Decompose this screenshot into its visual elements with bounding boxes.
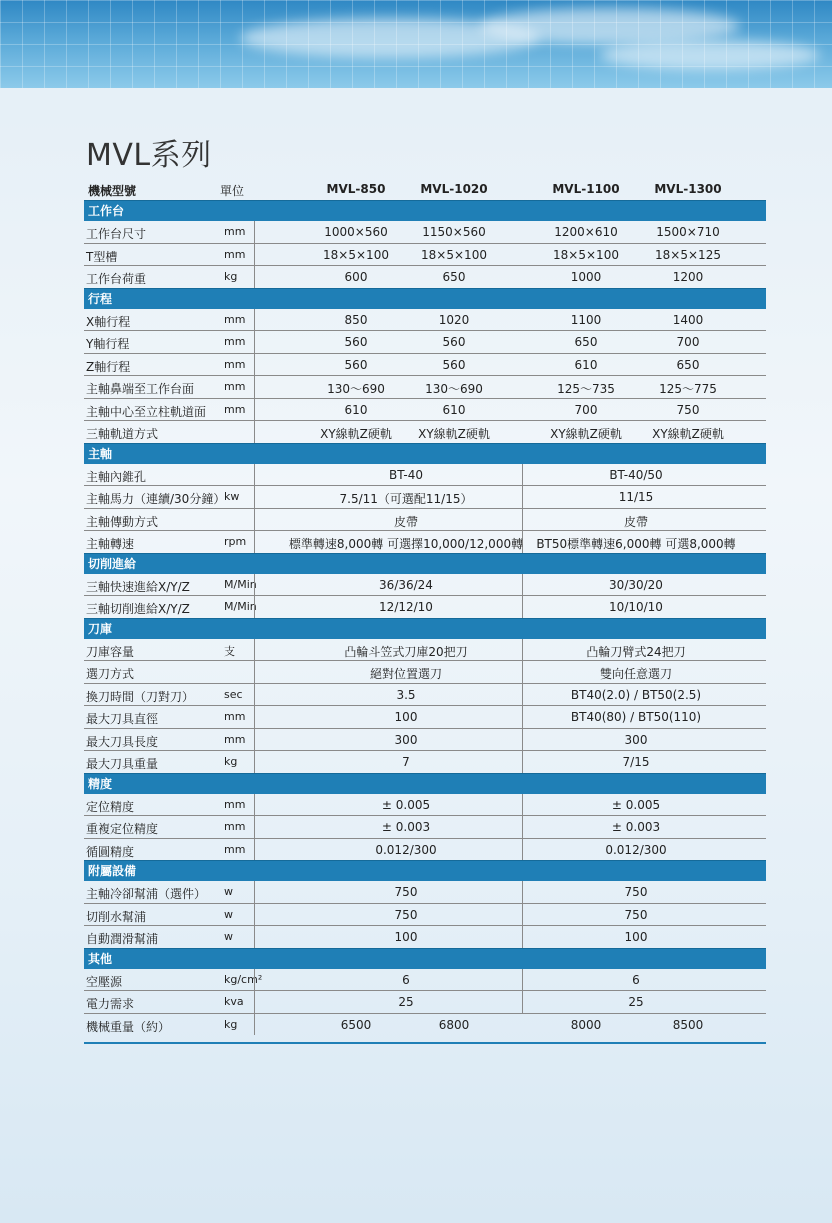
row-unit: w <box>224 907 233 921</box>
column-divider <box>522 706 523 728</box>
cloud-decoration <box>600 40 820 70</box>
row-unit: mm <box>224 247 246 261</box>
table-row <box>84 706 766 729</box>
column-divider <box>254 399 255 421</box>
row-value: 610 <box>574 357 598 372</box>
table-row <box>84 421 766 443</box>
row-value: 610 <box>344 402 368 417</box>
row-label: 定位精度 <box>86 799 135 814</box>
row-label: 重複定位精度 <box>86 822 159 836</box>
column-divider <box>522 661 523 683</box>
column-divider <box>254 816 255 838</box>
column-divider <box>522 839 523 861</box>
section-header: 刀庫 <box>84 618 766 639</box>
row-label: Y軸行程 <box>86 337 130 351</box>
row-unit: mm <box>224 335 246 348</box>
row-unit: kg/cm² <box>224 972 263 986</box>
table-row <box>84 221 766 244</box>
column-divider <box>254 969 255 991</box>
row-label: 主軸冷卻幫浦（選件） <box>86 887 207 901</box>
column-divider <box>522 464 523 486</box>
row-value: 凸輪刀臂式24把刀 <box>586 644 686 659</box>
header-model: MVL-1100 <box>552 182 620 196</box>
row-unit: kg <box>224 270 238 283</box>
row-label: X軸行程 <box>86 314 131 329</box>
column-divider <box>254 881 255 903</box>
column-divider <box>522 794 523 816</box>
row-value: 6 <box>632 972 640 987</box>
row-value: 650 <box>574 335 598 349</box>
row-label: 主軸鼻端至工作台面 <box>86 382 195 396</box>
row-value: 1500×710 <box>656 225 720 239</box>
column-divider <box>254 1014 255 1036</box>
table-row <box>84 354 766 377</box>
spec-table <box>84 178 766 1035</box>
column-divider <box>522 574 523 596</box>
row-value: 11/15 <box>618 490 654 504</box>
row-unit: mm <box>224 710 246 723</box>
row-value: 皮帶 <box>393 514 419 529</box>
row-value: 650 <box>442 270 466 284</box>
row-value: 1200×610 <box>554 225 618 239</box>
row-unit: mm <box>224 732 246 746</box>
row-value: 560 <box>442 357 466 372</box>
row-value: 100 <box>394 930 418 944</box>
row-value: 130～690 <box>425 382 483 396</box>
row-value: 850 <box>344 312 368 327</box>
column-divider <box>254 221 255 243</box>
row-unit: mm <box>224 312 246 326</box>
row-value: 1000×560 <box>324 225 388 239</box>
row-label: 主軸中心至立柱軌道面 <box>86 404 207 419</box>
column-divider <box>522 991 523 1013</box>
column-divider <box>522 729 523 751</box>
row-label: 最大刀具直徑 <box>86 712 159 726</box>
row-value: 1000 <box>570 270 602 284</box>
section-header: 切削進給 <box>84 553 766 574</box>
column-divider <box>254 421 255 443</box>
column-divider <box>254 331 255 353</box>
table-row <box>84 464 766 487</box>
row-value: 36/36/24 <box>379 577 433 592</box>
row-value: 750 <box>394 885 418 899</box>
row-unit: w <box>224 930 233 943</box>
column-divider <box>522 684 523 706</box>
table-row <box>84 794 766 817</box>
row-value: 凸輪斗笠式刀庫20把刀 <box>344 644 468 659</box>
row-value: 650 <box>676 357 700 372</box>
column-divider <box>522 751 523 773</box>
header-model: MVL-1020 <box>420 182 488 196</box>
row-value: 25 <box>398 995 414 1009</box>
row-value: 125～775 <box>659 382 717 396</box>
column-divider <box>254 244 255 266</box>
column-divider <box>522 639 523 661</box>
header-model: MVL-1300 <box>654 182 722 196</box>
row-value: 7/15 <box>622 755 650 769</box>
row-label: 自動潤滑幫浦 <box>86 932 159 946</box>
table-row <box>84 991 766 1014</box>
column-divider <box>254 376 255 398</box>
header-unit: 單位 <box>220 184 245 198</box>
column-divider <box>254 464 255 486</box>
row-label: 最大刀具重量 <box>86 757 159 771</box>
column-divider <box>254 309 255 331</box>
row-value: ± 0.005 <box>611 797 661 812</box>
row-value: 絕對位置選刀 <box>369 667 443 681</box>
column-divider <box>254 751 255 773</box>
row-value: 100 <box>394 710 418 724</box>
table-row <box>84 839 766 861</box>
row-value: 125～735 <box>557 382 615 396</box>
column-divider <box>254 991 255 1013</box>
row-unit: M/Min <box>224 600 257 613</box>
row-unit: kva <box>224 995 244 1008</box>
table-row <box>84 969 766 992</box>
row-value: 300 <box>624 732 648 747</box>
row-value: XY線軌Z硬軌 <box>652 427 724 441</box>
table-row <box>84 244 766 267</box>
row-unit: mm <box>224 225 246 238</box>
row-unit: kg <box>224 755 238 768</box>
table-row <box>84 1014 766 1036</box>
column-divider <box>254 574 255 596</box>
row-unit: mm <box>224 820 246 833</box>
column-divider <box>522 904 523 926</box>
table-row <box>84 331 766 354</box>
table-row <box>84 926 766 948</box>
row-label: 換刀時間（刀對刀） <box>86 689 195 704</box>
cloud-decoration <box>480 8 740 44</box>
table-row <box>84 399 766 422</box>
row-unit: mm <box>224 797 246 811</box>
row-value: ± 0.005 <box>381 797 431 812</box>
table-row <box>84 574 766 597</box>
row-label: 空壓源 <box>86 974 123 989</box>
row-value: 1020 <box>438 312 470 327</box>
row-value: 8000 <box>570 1017 602 1032</box>
section-header: 工作台 <box>84 200 766 221</box>
row-unit: mm <box>224 402 246 416</box>
table-row <box>84 309 766 332</box>
row-value: 130～690 <box>327 382 385 396</box>
row-value: 750 <box>624 885 648 899</box>
column-divider <box>522 596 523 618</box>
table-row <box>84 266 766 288</box>
row-label: T型槽 <box>86 249 118 264</box>
column-divider <box>254 729 255 751</box>
row-value: BT-40 <box>388 467 424 482</box>
row-value: XY線軌Z硬軌 <box>320 427 392 441</box>
row-value: 560 <box>442 335 466 349</box>
row-value: 3.5 <box>396 687 416 702</box>
row-label: 刀庫容量 <box>86 644 135 659</box>
table-row <box>84 486 766 509</box>
column-divider <box>254 639 255 661</box>
row-unit: M/Min <box>224 577 257 591</box>
page-title: MVL系列 <box>86 138 212 173</box>
row-value: 750 <box>394 907 418 922</box>
row-label: 工作台尺寸 <box>86 227 147 241</box>
table-row <box>84 509 766 532</box>
section-header: 附屬設備 <box>84 860 766 881</box>
row-label: 循圓精度 <box>86 844 135 859</box>
row-unit: kg <box>224 1017 238 1031</box>
row-value: 25 <box>628 995 644 1009</box>
row-value: 1150×560 <box>422 225 486 239</box>
table-row <box>84 376 766 399</box>
row-value: 1100 <box>570 312 602 327</box>
row-unit: rpm <box>224 535 247 548</box>
row-value: 750 <box>624 907 648 922</box>
section-header: 行程 <box>84 288 766 309</box>
row-unit: kw <box>224 490 240 503</box>
table-header <box>84 178 766 200</box>
row-value: 18×5×100 <box>553 247 619 262</box>
row-value: 100 <box>624 930 648 944</box>
row-label: Z軸行程 <box>86 359 131 374</box>
table-row <box>84 684 766 707</box>
row-label: 三軸快速進給X/Y/Z <box>86 579 190 594</box>
row-value: BT-40/50 <box>609 467 663 482</box>
row-unit: sec <box>224 687 243 701</box>
column-divider <box>254 706 255 728</box>
row-value: 610 <box>442 402 466 417</box>
row-value: 600 <box>344 270 368 284</box>
row-label: 電力需求 <box>86 997 135 1011</box>
row-value: BT40(2.0) / BT50(2.5) <box>570 687 702 702</box>
row-label: 主軸馬力（連續/30分鐘） <box>86 492 226 506</box>
table-row <box>84 531 766 553</box>
row-value: XY線軌Z硬軌 <box>418 427 490 441</box>
column-divider <box>254 904 255 926</box>
column-divider <box>522 486 523 508</box>
row-value: 1400 <box>672 312 704 327</box>
row-value: 雙向任意選刀 <box>599 667 673 681</box>
row-unit: w <box>224 885 233 898</box>
table-row <box>84 904 766 927</box>
table-row <box>84 816 766 839</box>
table-row <box>84 661 766 684</box>
row-label: 三軸軌道方式 <box>86 427 159 441</box>
column-divider <box>254 509 255 531</box>
row-value: ± 0.003 <box>611 820 661 834</box>
section-header: 精度 <box>84 773 766 794</box>
row-value: 0.012/300 <box>375 842 437 857</box>
row-value: 560 <box>344 357 368 372</box>
table-row <box>84 751 766 773</box>
column-divider <box>522 926 523 948</box>
column-divider <box>522 509 523 531</box>
row-value: 750 <box>676 402 700 417</box>
row-label: 主軸傳動方式 <box>86 514 159 529</box>
column-divider <box>254 531 255 553</box>
row-value: BT40(80) / BT50(110) <box>570 710 702 724</box>
table-bottom-rule <box>84 1042 766 1044</box>
row-value: ± 0.003 <box>381 820 431 834</box>
row-unit: mm <box>224 357 246 371</box>
column-divider <box>254 354 255 376</box>
table-row <box>84 639 766 662</box>
section-header: 其他 <box>84 948 766 969</box>
row-value: 6 <box>402 972 410 987</box>
row-label: 選刀方式 <box>86 667 135 681</box>
row-label: 主軸內錐孔 <box>86 469 147 484</box>
row-label: 切削水幫浦 <box>86 909 147 924</box>
table-row <box>84 596 766 618</box>
row-value: 7.5/11（可選配11/15） <box>339 492 473 506</box>
table-row <box>84 729 766 752</box>
row-value: 10/10/10 <box>609 600 663 614</box>
column-divider <box>254 926 255 948</box>
row-value: 300 <box>394 732 418 747</box>
row-value: 1200 <box>672 270 704 284</box>
row-unit: 支 <box>224 644 235 658</box>
row-value: 8500 <box>672 1017 704 1032</box>
column-divider <box>254 684 255 706</box>
row-value: 皮帶 <box>623 514 649 529</box>
column-divider <box>522 881 523 903</box>
header-model: MVL-850 <box>326 182 386 196</box>
column-divider <box>522 816 523 838</box>
row-value: 7 <box>402 755 410 769</box>
row-unit: mm <box>224 380 246 393</box>
row-value: 6500 <box>340 1017 372 1032</box>
column-divider <box>522 969 523 991</box>
row-label: 工作台荷重 <box>86 272 147 286</box>
row-label: 機械重量（約） <box>86 1019 171 1034</box>
column-divider <box>254 486 255 508</box>
header-label: 機械型號 <box>88 184 137 198</box>
section-header: 主軸 <box>84 443 766 464</box>
row-value: 18×5×100 <box>323 247 389 262</box>
row-label: 三軸切削進給X/Y/Z <box>86 602 190 616</box>
row-value: 標準轉速8,000轉 可選擇10,000/12,000轉 <box>288 537 524 551</box>
row-value: 700 <box>574 402 598 417</box>
column-divider <box>254 266 255 288</box>
row-label: 主軸轉速 <box>86 537 135 551</box>
header-banner <box>0 0 832 88</box>
column-divider <box>254 839 255 861</box>
row-value: 12/12/10 <box>379 600 433 614</box>
row-value: BT50標準轉速6,000轉 可選8,000轉 <box>536 537 736 551</box>
column-divider <box>254 596 255 618</box>
row-value: 18×5×100 <box>421 247 487 262</box>
table-row <box>84 881 766 904</box>
row-value: XY線軌Z硬軌 <box>550 427 622 441</box>
row-value: 30/30/20 <box>609 577 663 592</box>
row-value: 6800 <box>438 1017 470 1032</box>
row-value: 700 <box>676 335 700 349</box>
row-label: 最大刀具長度 <box>86 734 159 749</box>
row-value: 560 <box>344 335 368 349</box>
row-value: 0.012/300 <box>605 842 667 857</box>
row-value: 18×5×125 <box>655 247 721 262</box>
column-divider <box>254 794 255 816</box>
row-unit: mm <box>224 842 246 856</box>
column-divider <box>254 661 255 683</box>
